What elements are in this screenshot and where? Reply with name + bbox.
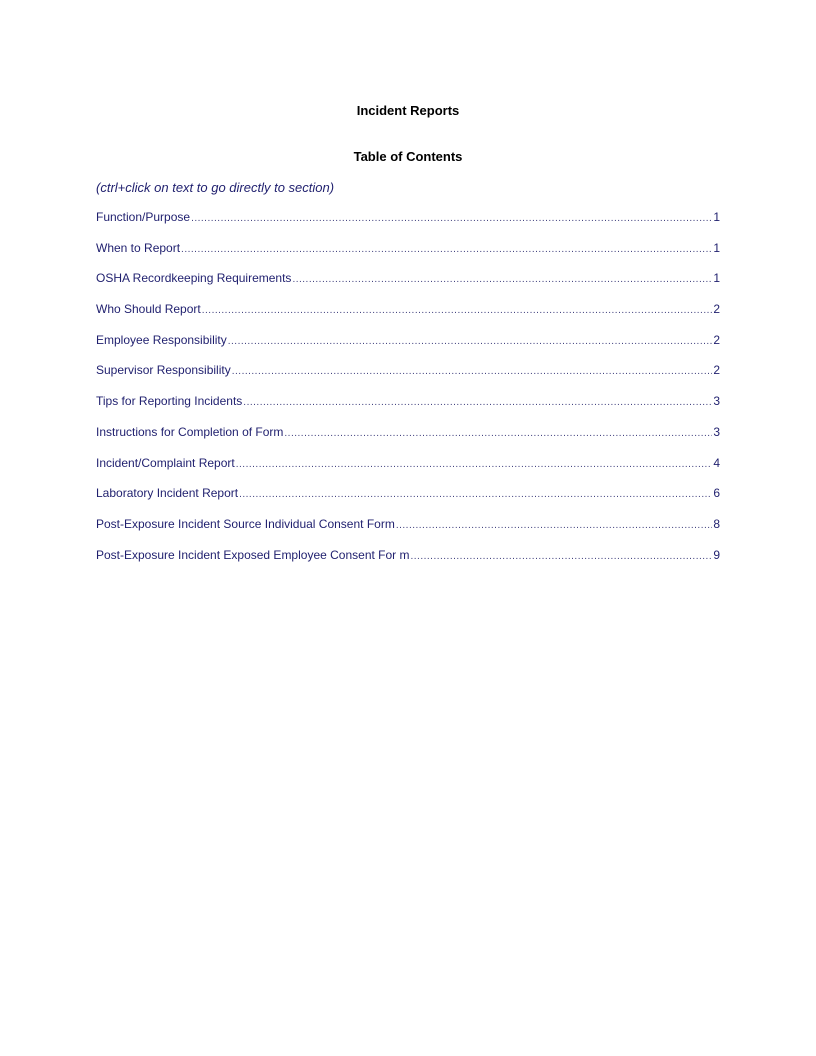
toc-entry-instructions-for-completion[interactable] <box>96 425 720 456</box>
toc-entry-label: Incident/Complaint Report <box>96 455 235 470</box>
toc-entry-source-individual-consent[interactable] <box>96 517 720 548</box>
toc-hint: (ctrl+click on text to go directly to section) <box>96 180 335 195</box>
dot-leader <box>202 305 713 316</box>
toc-entry-page: 2 <box>713 363 720 378</box>
dot-leader <box>236 459 713 470</box>
toc-entry-label: Employee Responsibility <box>96 332 227 347</box>
toc-entry-label: Function/Purpose <box>96 210 191 224</box>
dot-leader <box>411 551 713 562</box>
toc-entry-employee-responsibility[interactable] <box>96 333 720 364</box>
toc-entry-label: Who Should Report <box>96 302 201 317</box>
toc-list <box>96 210 720 578</box>
dot-leader <box>292 274 712 285</box>
toc-entry-label: Post-Exposure Incident Exposed Employee Consent For m <box>96 547 410 562</box>
toc-entry-exposed-employee-consent[interactable] <box>96 548 720 579</box>
toc-entry-label: Tips for Reporting Incidents <box>96 394 243 409</box>
toc-heading: Table of Contents <box>353 149 463 164</box>
toc-entry-page: 1 <box>713 240 720 255</box>
toc-entry-osha-recordkeeping[interactable] <box>96 271 720 302</box>
toc-entry-page: 3 <box>713 394 720 409</box>
dot-leader <box>228 336 713 347</box>
toc-entry-page: 3 <box>713 424 720 439</box>
dot-leader <box>239 489 712 500</box>
toc-entry-label: When to Report <box>96 240 181 255</box>
toc-entry-label: Instructions for Completion of Form <box>96 424 284 439</box>
toc-entry-who-should-report[interactable] <box>96 302 720 333</box>
toc-entry-label: Supervisor Responsibility <box>96 363 231 378</box>
toc-entry-label: Post-Exposure Incident Source Individual Consent Form <box>96 516 395 531</box>
toc-entry-page: 2 <box>713 332 720 347</box>
dot-leader <box>232 366 713 377</box>
toc-entry-incident-complaint-report[interactable] <box>96 456 720 487</box>
toc-entry-page: 8 <box>713 516 720 531</box>
toc-entry-page: 4 <box>713 455 720 470</box>
toc-entry-label: Laboratory Incident Report <box>96 486 239 501</box>
toc-entry-page: 1 <box>713 271 720 286</box>
toc-entry-page: 1 <box>713 210 720 224</box>
dot-leader <box>284 428 712 439</box>
toc-entry-page: 2 <box>713 302 720 317</box>
document-title: Incident Reports <box>356 103 460 118</box>
toc-entry-laboratory-incident-report[interactable] <box>96 486 720 517</box>
toc-entry-page: 6 <box>713 486 720 501</box>
toc-entry-supervisor-responsibility[interactable] <box>96 363 720 394</box>
dot-leader <box>243 397 712 408</box>
dot-leader <box>396 520 712 531</box>
toc-entry-tips-for-reporting[interactable] <box>96 394 720 425</box>
toc-entry-when-to-report[interactable] <box>96 241 720 272</box>
dot-leader <box>191 213 712 224</box>
toc-entry-page: 9 <box>713 547 720 562</box>
toc-entry-function-purpose[interactable] <box>96 210 720 241</box>
dot-leader <box>181 244 712 255</box>
toc-entry-label: OSHA Recordkeeping Requirements <box>96 271 292 286</box>
